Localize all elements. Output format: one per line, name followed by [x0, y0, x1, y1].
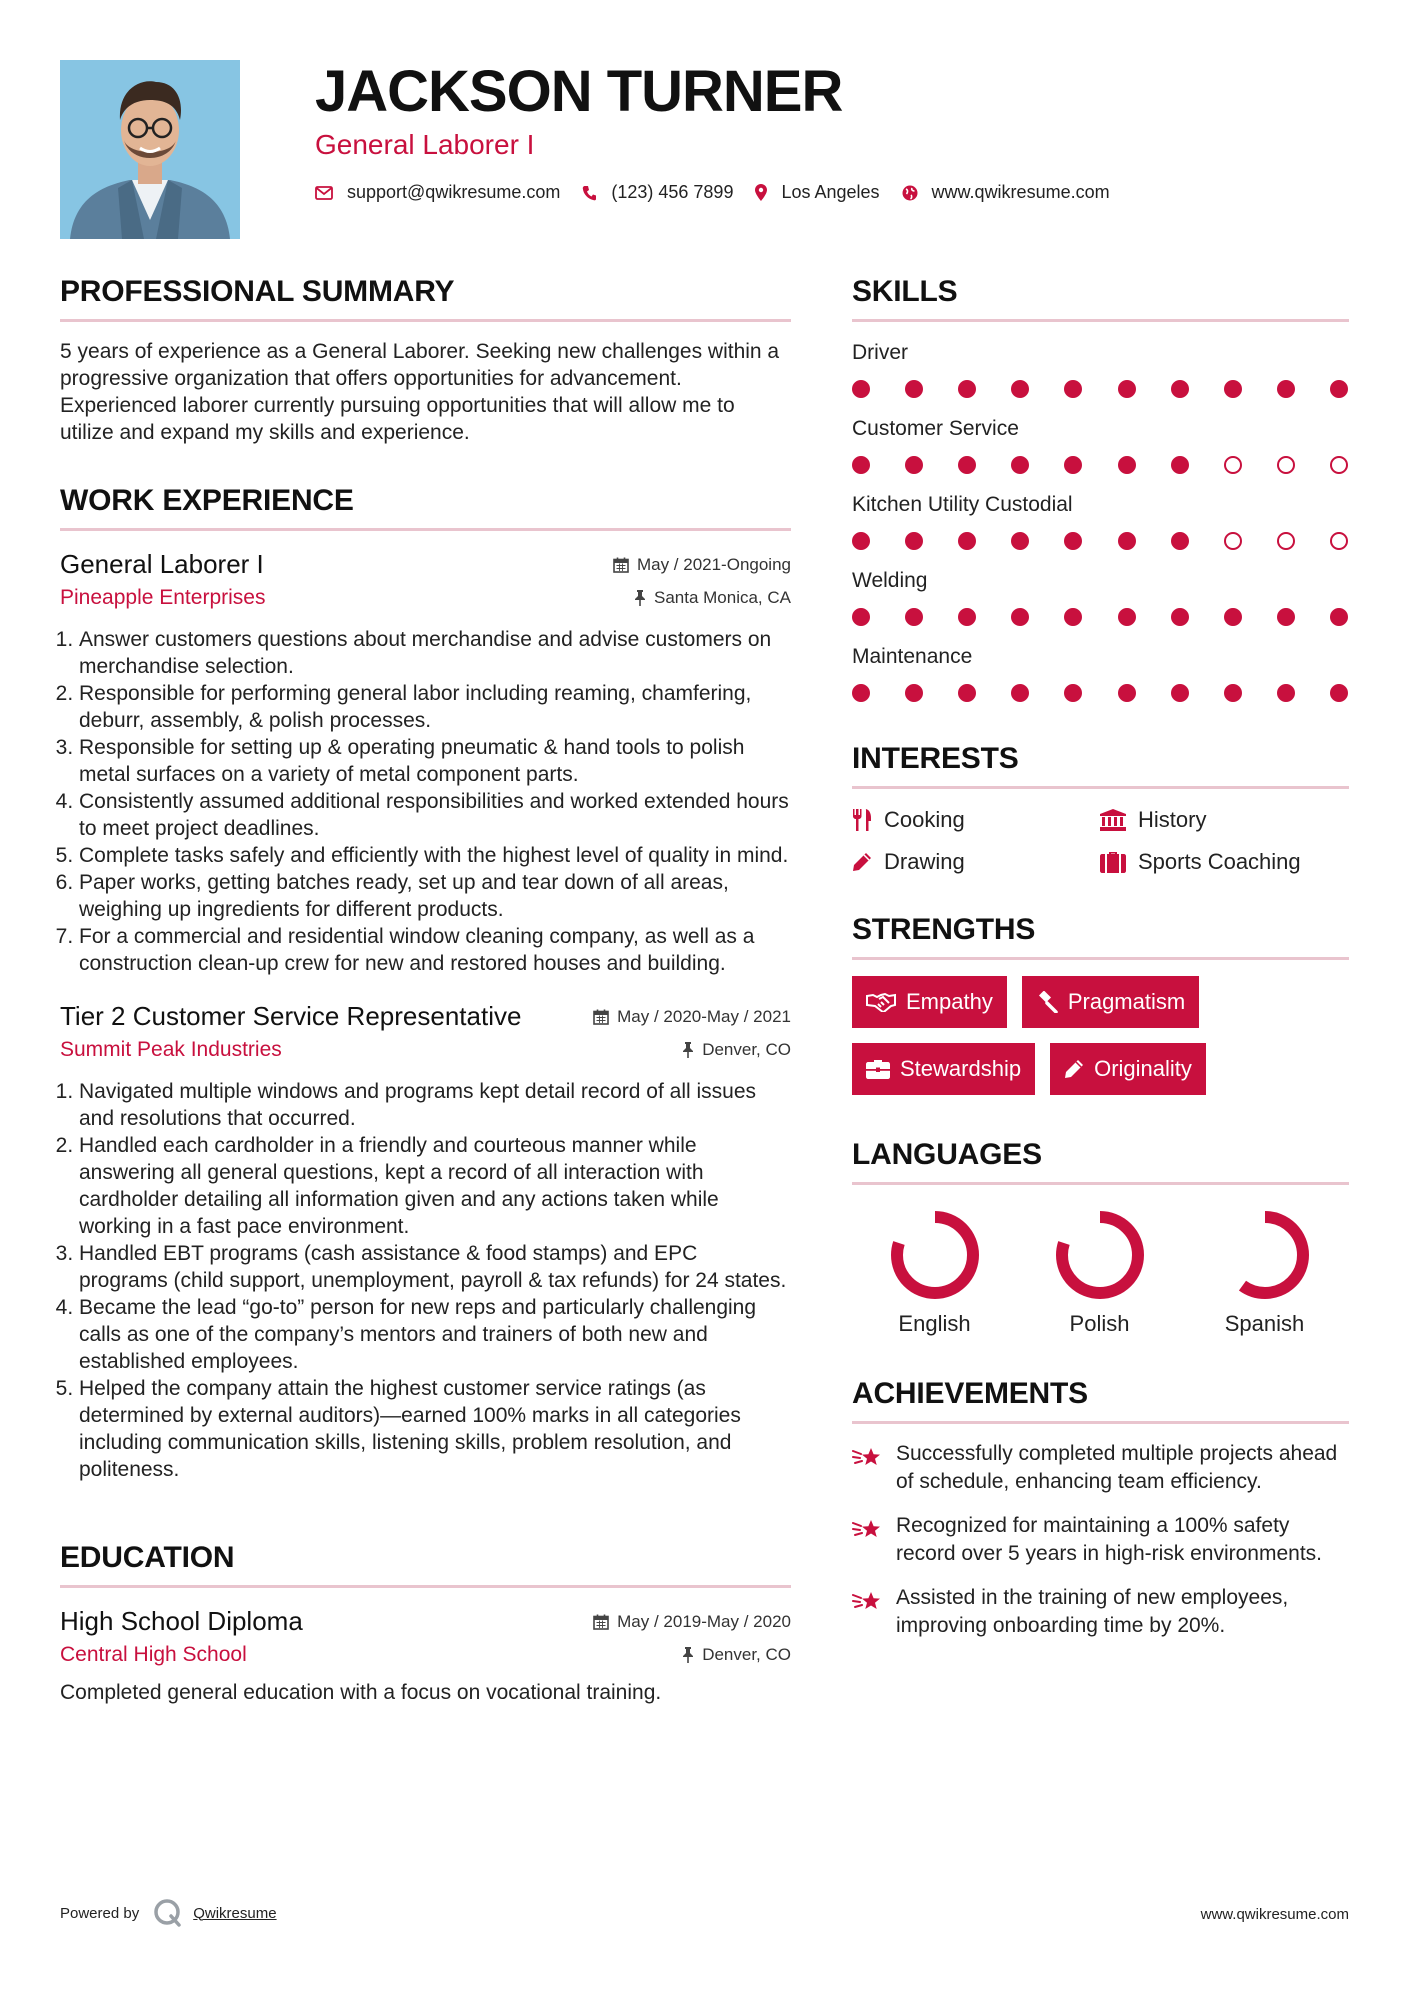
utensils-icon: [852, 809, 872, 831]
job-company: Summit Peak Industries: [60, 1038, 282, 1061]
skill-dot-filled: [1171, 456, 1189, 474]
location-text: Los Angeles: [781, 182, 880, 202]
skill-dot-filled: [1330, 684, 1348, 702]
achievements-list: [852, 1440, 1349, 1640]
briefcase-icon: [1100, 851, 1126, 873]
skill-dot-filled: [1118, 532, 1136, 550]
skill-rating: [852, 456, 1349, 474]
list-item: 6. Paper works, getting batches ready, set up and tear down of all areas, weighing up ingredients for different products.: [79, 869, 791, 923]
skill-dot-filled: [852, 532, 870, 550]
language-ring: [887, 1207, 983, 1303]
skill-dot-filled: [1064, 456, 1082, 474]
skill-dot-filled: [905, 608, 923, 626]
calendar-icon: [613, 557, 629, 573]
pushpin-icon: [634, 590, 646, 606]
job-duties: [60, 626, 791, 977]
pencil-icon: [1064, 1059, 1084, 1079]
skill-name: Customer Service: [852, 417, 1019, 440]
skill-dot-filled: [1330, 608, 1348, 626]
skill-dot-filled: [905, 684, 923, 702]
list-item: 7. For a commercial and residential window cleaning company, as well as a construction clean-up crew for new and restored houses and building.: [79, 923, 791, 977]
skill-dot-filled: [852, 608, 870, 626]
phone-icon: [582, 185, 597, 201]
job-date: [593, 1007, 791, 1027]
job-date-text: May / 2021-Ongoing: [636, 554, 791, 574]
experience-heading: WORK EXPERIENCE: [60, 484, 791, 531]
skill-dot-empty: [1224, 532, 1242, 550]
skill-dot-filled: [1224, 608, 1242, 626]
footer-powered-by: [60, 1898, 277, 1928]
pencil-icon: [852, 852, 872, 872]
left-column: [60, 275, 791, 1706]
degree-title: High School Diploma: [60, 1606, 303, 1636]
handshake-icon: [866, 992, 896, 1012]
envelope-icon: [315, 186, 333, 200]
skill-rating: [852, 684, 1349, 702]
powered-by-label: Powered by: [60, 1904, 140, 1922]
skill-dot-filled: [1011, 532, 1029, 550]
skill-dot-filled: [852, 380, 870, 398]
achievement-item: [852, 1440, 1349, 1496]
skill-dot-filled: [1064, 684, 1082, 702]
skill-dot-filled: [1171, 684, 1189, 702]
skill-dot-filled: [852, 684, 870, 702]
contact-row: [315, 182, 1367, 203]
skills-list: [852, 340, 1349, 702]
skill-dot-filled: [958, 532, 976, 550]
skill-dot-filled: [1011, 380, 1029, 398]
skill-dot-filled: [1224, 684, 1242, 702]
list-item: 2. Handled each cardholder in a friendly and courteous manner while answering all general questions, kept a record of all interaction with cardholder detailing all information given and any actions taken while working in a fast pace environment.: [79, 1132, 791, 1240]
summary-text: 5 years of experience as a General Laborer. Seeking new challenges within a progressive organization that offers opportunities for advancement. Experienced laborer currently pursuing opportunities that will allow me to utilize and expand my skills and experience.: [60, 340, 780, 444]
job-company-row: [60, 586, 791, 610]
calendar-icon: [593, 1614, 609, 1630]
globe-icon: [902, 185, 918, 201]
language-name: Polish: [1069, 1311, 1130, 1336]
right-column: [852, 275, 1349, 1640]
calendar-icon: [593, 1009, 609, 1025]
list-item: 4. Became the lead “go-to” person for new reps and particularly challenging calls as one of the company’s mentors and trainers of both new and established employees.: [79, 1294, 791, 1375]
interest-item: [852, 807, 1100, 833]
skill-dot-filled: [1118, 684, 1136, 702]
skill-entry: [852, 492, 1349, 550]
languages-heading: LANGUAGES: [852, 1138, 1349, 1185]
language-entry: [1017, 1207, 1182, 1337]
shooting-star-icon: [852, 1446, 884, 1470]
qwikresume-brand-link[interactable]: Qwikresume: [193, 1904, 277, 1922]
job-entry: [60, 549, 791, 977]
contact-email[interactable]: [315, 182, 560, 203]
strength-tag: [1022, 976, 1199, 1028]
skill-dot-filled: [1011, 684, 1029, 702]
education-date-text: May / 2019-May / 2020: [617, 1611, 791, 1631]
shooting-star-icon: [852, 1518, 884, 1542]
interest-item: [852, 849, 1100, 875]
skill-name: Kitchen Utility Custodial: [852, 493, 1073, 516]
skill-dot-filled: [1064, 380, 1082, 398]
achievement-text: Assisted in the training of new employees, improving onboarding time by 20%.: [896, 1586, 1289, 1637]
skills-heading: SKILLS: [852, 275, 1349, 322]
strengths-heading: STRENGTHS: [852, 913, 1349, 960]
interest-label: Drawing: [884, 849, 965, 874]
language-ring: [1052, 1207, 1148, 1303]
achievements-heading: ACHIEVEMENTS: [852, 1377, 1349, 1424]
interest-label: History: [1138, 807, 1207, 832]
language-ring: [1217, 1207, 1313, 1303]
skill-dot-filled: [1118, 608, 1136, 626]
interest-label: Sports Coaching: [1138, 849, 1301, 874]
skill-dot-filled: [1171, 608, 1189, 626]
languages-list: [852, 1207, 1349, 1337]
job-title-row: [60, 549, 791, 580]
skill-dot-filled: [1011, 608, 1029, 626]
job-date: [613, 555, 791, 575]
education-location: [682, 1645, 791, 1665]
skill-dot-filled: [1224, 380, 1242, 398]
education-location-text: Denver, CO: [702, 1645, 791, 1664]
website-text: www.qwikresume.com: [931, 182, 1110, 202]
strength-tag: [852, 1043, 1035, 1095]
school-name: Central High School: [60, 1643, 247, 1666]
strength-label: Originality: [1094, 1056, 1192, 1081]
job-duties: [60, 1078, 791, 1483]
skill-dot-filled: [1277, 380, 1295, 398]
education-description: Completed general education with a focus on vocational training.: [60, 1681, 662, 1704]
candidate-title: General Laborer I: [315, 129, 535, 160]
job-company-row: [60, 1038, 791, 1062]
skill-name: Welding: [852, 569, 928, 592]
language-name: Spanish: [1224, 1311, 1305, 1336]
interest-item: [1100, 807, 1340, 833]
skill-dot-filled: [1277, 684, 1295, 702]
skill-entry: [852, 644, 1349, 702]
skill-dot-empty: [1277, 456, 1295, 474]
map-pin-icon: [755, 184, 767, 201]
job-title-row: [60, 1001, 791, 1032]
list-item: 5. Helped the company attain the highest customer service ratings (as determined by external auditors)—earned 100% marks in all categories including communication skills, listening skills, problem resolution, and politeness.: [79, 1375, 791, 1483]
skill-dot-filled: [905, 380, 923, 398]
strength-tag: [852, 976, 1007, 1028]
pushpin-icon: [682, 1647, 694, 1663]
skill-dot-filled: [1171, 380, 1189, 398]
contact-phone[interactable]: [582, 182, 733, 203]
strength-label: Empathy: [906, 989, 993, 1014]
education-heading: EDUCATION: [60, 1541, 791, 1588]
list-item: 1. Answer customers questions about merchandise and advise customers on merchandise selection.: [79, 626, 791, 680]
skill-dot-filled: [1011, 456, 1029, 474]
skill-dot-filled: [958, 608, 976, 626]
skill-entry: [852, 340, 1349, 398]
strength-label: Stewardship: [900, 1056, 1022, 1081]
achievement-text: Recognized for maintaining a 100% safety record over 5 years in high-risk environments.: [896, 1514, 1323, 1565]
job-location: [682, 1040, 791, 1060]
interests-grid: [852, 807, 1349, 875]
job-title: Tier 2 Customer Service Representative: [60, 1001, 522, 1031]
language-entry: [852, 1207, 1017, 1337]
gavel-icon: [1036, 991, 1058, 1013]
skill-dot-empty: [1224, 456, 1242, 474]
skill-dot-filled: [1118, 380, 1136, 398]
list-item: 5. Complete tasks safely and efficiently with the highest level of quality in mind.: [79, 842, 791, 869]
phone-text: (123) 456 7899: [611, 182, 734, 202]
strengths-tags: [852, 976, 1349, 1110]
job-date-text: May / 2020-May / 2021: [617, 1006, 791, 1026]
skill-rating: [852, 380, 1349, 398]
skill-dot-filled: [1171, 532, 1189, 550]
skill-dot-filled: [852, 456, 870, 474]
language-entry: [1182, 1207, 1347, 1337]
education-entry: [60, 1606, 791, 1706]
job-entry: [60, 1001, 791, 1483]
interest-label: Cooking: [884, 807, 965, 832]
achievement-item: [852, 1512, 1349, 1568]
skill-dot-empty: [1330, 532, 1348, 550]
achievement-text: Successfully completed multiple projects ahead of schedule, enhancing team efficiency.: [896, 1442, 1338, 1493]
job-title: General Laborer I: [60, 549, 264, 579]
job-location-text: Santa Monica, CA: [653, 588, 791, 607]
education-date: [593, 1612, 791, 1632]
skill-dot-empty: [1277, 532, 1295, 550]
skill-dot-filled: [1277, 608, 1295, 626]
shooting-star-icon: [852, 1590, 884, 1614]
education-school-row: [60, 1643, 791, 1667]
qwikresume-logo-icon: [153, 1898, 183, 1928]
candidate-name: JACKSON TURNER: [315, 59, 843, 124]
list-item: 4. Consistently assumed additional responsibilities and worked extended hours to meet project deadlines.: [79, 788, 791, 842]
strength-label: Pragmatism: [1067, 989, 1186, 1014]
interests-heading: INTERESTS: [852, 742, 1349, 789]
language-name: English: [898, 1311, 971, 1336]
skill-dot-empty: [1330, 456, 1348, 474]
skill-dot-filled: [905, 532, 923, 550]
list-item: 3. Responsible for setting up & operating pneumatic & hand tools to polish metal surfaces on a variety of metal component parts.: [79, 734, 791, 788]
list-item: 1. Navigated multiple windows and programs kept detail record of all issues and resolutions that occurred.: [79, 1078, 791, 1132]
job-company: Pineapple Enterprises: [60, 586, 266, 609]
interest-item: [1100, 849, 1340, 875]
skill-entry: [852, 416, 1349, 474]
list-item: 3. Handled EBT programs (cash assistance & food stamps) and EPC programs (child support, unemployment, payroll & tax refunds) for 24 states.: [79, 1240, 791, 1294]
footer-website[interactable]: www.qwikresume.com: [1200, 1906, 1349, 1923]
pushpin-icon: [682, 1042, 694, 1058]
education-title-row: [60, 1606, 791, 1637]
skill-dot-filled: [1064, 532, 1082, 550]
contact-website[interactable]: [902, 182, 1110, 203]
briefcase-icon: [866, 1059, 890, 1079]
skill-dot-filled: [958, 684, 976, 702]
skill-dot-filled: [958, 380, 976, 398]
skill-dot-filled: [958, 456, 976, 474]
skill-dot-filled: [905, 456, 923, 474]
skill-rating: [852, 532, 1349, 550]
skill-entry: [852, 568, 1349, 626]
achievement-item: [852, 1584, 1349, 1640]
contact-location: [755, 182, 879, 203]
summary-heading: PROFESSIONAL SUMMARY: [60, 275, 791, 322]
list-item: 2. Responsible for performing general labor including reaming, chamfering, deburr, assembly, & polish processes.: [79, 680, 791, 734]
profile-photo: [60, 60, 240, 239]
bank-icon: [1100, 809, 1126, 831]
job-location-text: Denver, CO: [702, 1040, 791, 1059]
skill-dot-filled: [1118, 456, 1136, 474]
skill-name: Driver: [852, 341, 908, 364]
skill-rating: [852, 608, 1349, 626]
skill-dot-filled: [1064, 608, 1082, 626]
job-location: [634, 588, 791, 608]
skill-name: Maintenance: [852, 645, 973, 668]
resume-header: [315, 58, 1367, 203]
strength-tag: [1050, 1043, 1206, 1095]
email-text: support@qwikresume.com: [347, 182, 561, 202]
skill-dot-filled: [1330, 380, 1348, 398]
